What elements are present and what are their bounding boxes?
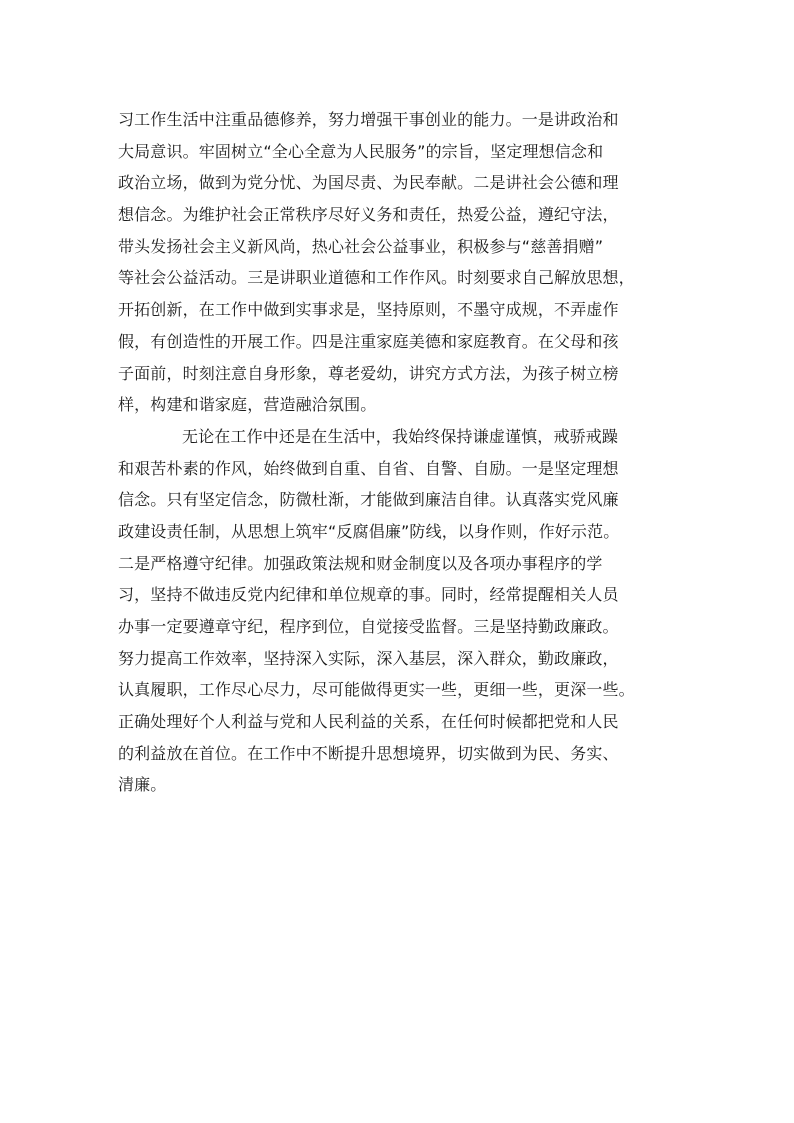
text-line: 假，有创造性的开展工作。四是注重家庭美德和家庭教育。在父母和孩 [118, 331, 619, 351]
text-line: 习工作生活中注重品德修养，努力增强干事创业的能力。一是讲政治和 [118, 110, 619, 129]
text-line: 大局意识。牢固树立“全心全意为人民服务”的宗旨，坚定理想信念和 [118, 141, 604, 161]
text-line: 的利益放在首位。在工作中不断提升思想境界，切实做到为民、务实、 [118, 743, 619, 763]
text-line: 习，坚持不做违反党内纪律和单位规章的事。同时，经常提醒相关人员 [118, 585, 619, 605]
text-line: 开拓创新，在工作中做到实事求是，坚持原则，不墨守成规，不弄虚作 [118, 300, 619, 320]
paragraph-1 [118, 104, 678, 421]
text-line: 无论在工作中还是在生活中，我始终保持谦虚谨慎，戒骄戒躁 [182, 426, 619, 446]
text-line: 办事一定要遵章守纪，程序到位，自觉接受监督。三是坚持勤政廉政。 [118, 617, 619, 636]
text-line: 想信念。为维护社会正常秩序尽好义务和责任，热爱公益，遵纪守法， [118, 205, 619, 225]
text-line: 正确处理好个人利益与党和人民利益的关系，在任何时候都把党和人民 [118, 712, 619, 732]
text-line: 和艰苦朴素的作风，始终做到自重、自省、自警、自励。一是坚定理想 [118, 458, 619, 478]
text-line: 等社会公益活动。三是讲职业道德和工作作风。时刻要求自己解放思想， [118, 268, 635, 288]
text-line: 信念。只有坚定信念，防微杜渐，才能做到廉洁自律。认真落实党风廉 [118, 490, 619, 510]
text-line: 二是严格遵守纪律。加强政策法规和财金制度以及各项办事程序的学 [118, 553, 603, 573]
text-line: 政建设责任制，从思想上筑牢“反腐倡廉”防线，以身作则，作好示范。 [118, 521, 620, 541]
text-line: 政治立场，做到为党分忧、为国尽责、为民奉献。二是讲社会公德和理 [118, 173, 619, 193]
document-body [118, 104, 678, 801]
text-line: 认真履职，工作尽心尽力，尽可能做得更实一些，更细一些，更深一些。 [118, 680, 635, 700]
paragraph-2 [118, 421, 678, 801]
text-line: 样，构建和谐家庭，营造融洽氛围。 [118, 395, 377, 415]
text-line: 清廉。 [118, 775, 167, 795]
text-line: 努力提高工作效率，坚持深入实际，深入基层，深入群众，勤政廉政， [118, 648, 619, 668]
text-line: 子面前，时刻注意自身形象，尊老爱幼，讲究方式方法，为孩子树立榜 [118, 363, 619, 383]
text-line: 带头发扬社会主义新风尚，热心社会公益事业，积极参与“慈善捐赠” [118, 236, 604, 256]
